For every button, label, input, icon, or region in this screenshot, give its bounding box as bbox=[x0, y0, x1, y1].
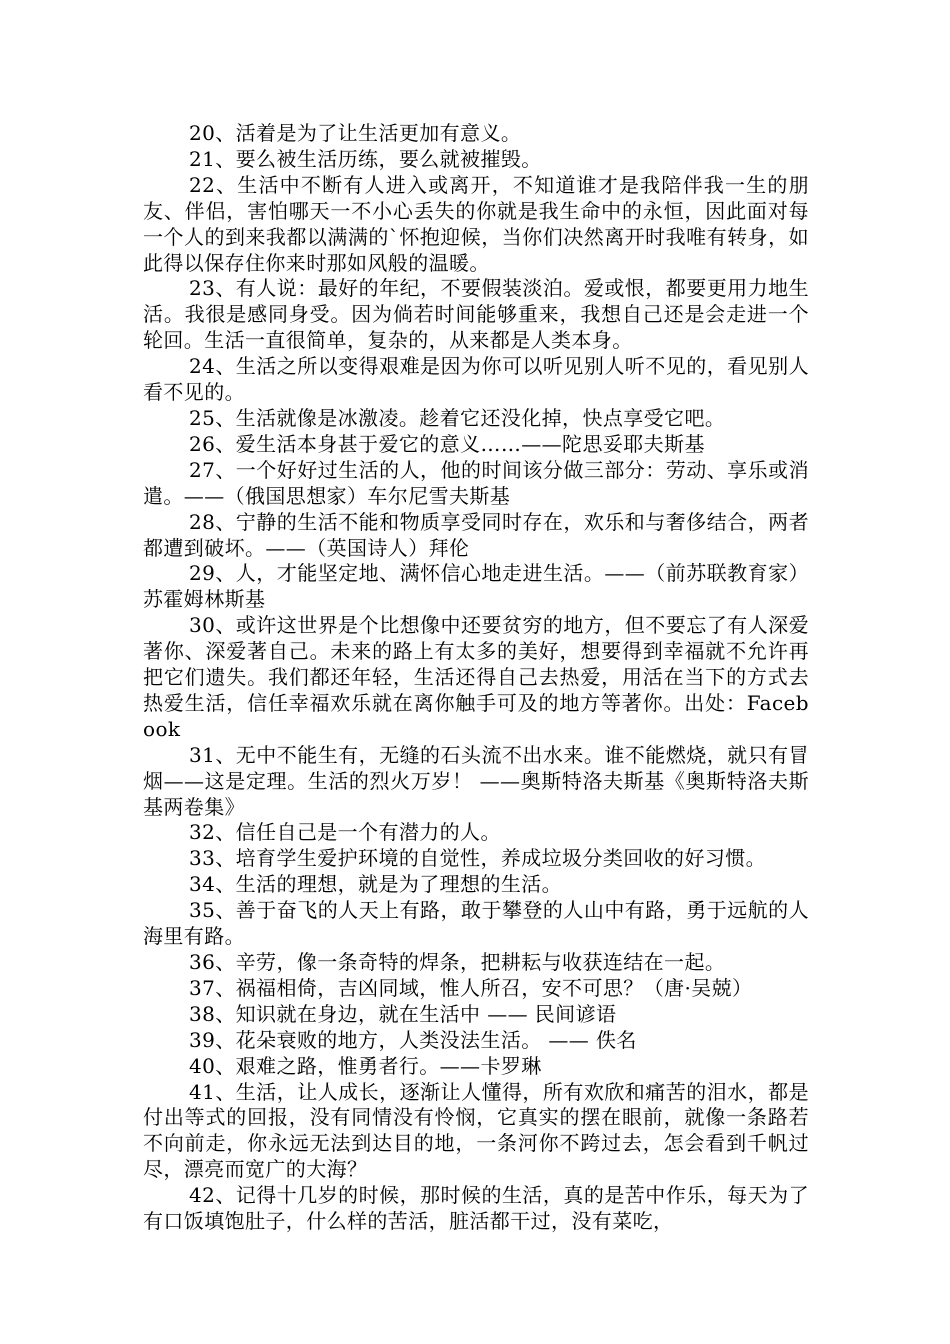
paragraph-24: 24、生活之所以变得艰难是因为你可以听见别人听不见的，看见别人看不见的。 bbox=[143, 354, 809, 405]
paragraph-37: 37、祸福相倚，吉凶同域，惟人所召，安不可思？（唐·吴兢） bbox=[189, 975, 753, 1000]
paragraph-29: 29、人，才能坚定地、满怀信心地走进生活。——（前苏联教育家）苏霍姆林斯基 bbox=[143, 561, 809, 612]
paragraph-23: 23、有人说：最好的年纪，不要假装淡泊。爱或恨，都要更用力地生活。我很是感同身受。因为倘若时间能够重来，我想自己还是会走进一个轮回。生活一直很简单，复杂的，从来都是人类本身。 bbox=[143, 276, 809, 353]
paragraph-35: 35、善于奋飞的人天上有路，敢于攀登的人山中有路，勇于远航的人海里有路。 bbox=[143, 898, 809, 949]
paragraph-20: 20、活着是为了让生活更加有意义。 bbox=[189, 121, 522, 145]
paragraph-25: 25、生活就像是冰激凌。趁着它还没化掉，快点享受它吧。 bbox=[189, 405, 726, 430]
paragraph-26: 26、爱生活本身甚于爱它的意义……——陀思妥耶夫斯基 bbox=[189, 431, 705, 456]
paragraph-33: 33、培育学生爱护环境的自觉性，养成垃圾分类回收的好习惯。 bbox=[189, 846, 767, 871]
paragraph-42: 42、记得十几岁的时候，那时候的生活，真的是苦中作乐，每天为了有口饭填饱肚子，什么样的苦活，脏活都干过，没有菜吃， bbox=[143, 1183, 809, 1234]
paragraph-34: 34、生活的理想，就是为了理想的生活。 bbox=[189, 872, 563, 897]
paragraph-38: 38、知识就在身边，就在生活中 —— 民间谚语 bbox=[189, 1001, 617, 1026]
document-body bbox=[143, 121, 809, 1235]
paragraph-21: 21、要么被生活历练，要么就被摧毁。 bbox=[189, 146, 542, 171]
paragraph-31: 31、无中不能生有，无缝的石头流不出水来。谁不能燃烧，就只有冒烟——这是定理。生活的烈火万岁！ ——奥斯特洛夫斯基《奥斯特洛夫斯基两卷集》 bbox=[143, 742, 809, 819]
paragraph-39: 39、花朵衰败的地方，人类没法生活。 —— 佚名 bbox=[189, 1027, 637, 1052]
paragraph-36: 36、辛劳，像一条奇特的焊条，把耕耘与收获连结在一起。 bbox=[189, 950, 726, 974]
paragraph-30: 30、或许这世界是个比想像中还要贫穷的地方，但不要忘了有人深爱著你、深爱著自己。未来的路上有太多的美好，想要得到幸福就不允许再把它们遗失。我们都还年轻，生活还得自己去热爱，用活在当下的方式去热爱生活，信任幸福欢乐就在离你触手可及的地方等著你。出处：Facebook bbox=[143, 613, 809, 741]
paragraph-22: 22、生活中不断有人进入或离开，不知道谁才是我陪伴我一生的朋友、伴侣，害怕哪天一不小心丢失的你就是我生命中的永恒，因此面对每一个人的到来我都以满满的`怀抱迎候，当你们决然离开时我唯有转身，如此得以保存住你来时那如风般的温暖。 bbox=[143, 172, 809, 275]
paragraph-40: 40、艰难之路，惟勇者行。——卡罗琳 bbox=[189, 1053, 542, 1078]
paragraph-32: 32、信任自己是一个有潜力的人。 bbox=[189, 820, 501, 845]
paragraph-28: 28、宁静的生活不能和物质享受同时存在，欢乐和与奢侈结合，两者都遭到破坏。——（英国诗人）拜伦 bbox=[143, 509, 809, 560]
paragraph-41: 41、生活，让人成长，逐渐让人懂得，所有欢欣和痛苦的泪水，都是付出等式的回报，没有同情没有怜悯，它真实的摆在眼前，就像一条路若不向前走，你永远无法到达目的地，一条河你不跨过去，怎会看到千帆过尽，漂亮而宽广的大海？ bbox=[143, 1079, 809, 1182]
paragraph-27: 27、一个好好过生活的人，他的时间该分做三部分：劳动、享乐或消遣。——（俄国思想家）车尔尼雪夫斯基 bbox=[143, 457, 809, 508]
